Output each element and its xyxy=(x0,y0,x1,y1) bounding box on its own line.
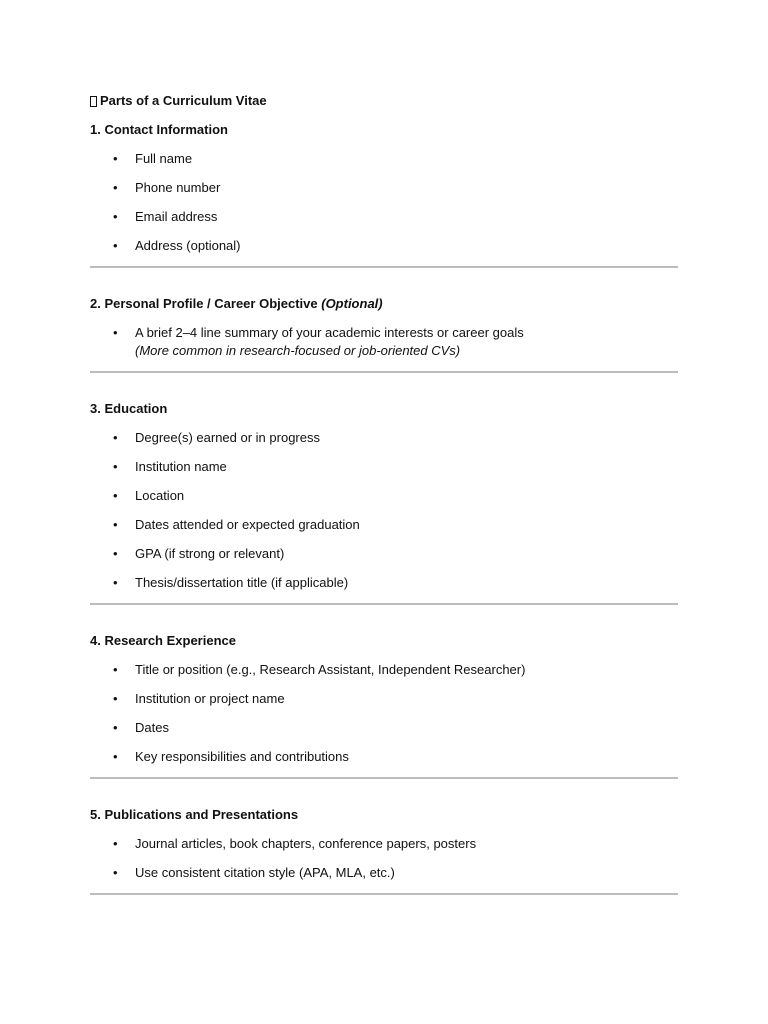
section-heading: 5. Publications and Presentations xyxy=(90,807,299,822)
bullet-icon: • xyxy=(113,662,118,677)
horizontal-rule xyxy=(90,777,678,779)
bullet-icon: • xyxy=(113,691,118,706)
list-item: • Institution name xyxy=(113,459,227,474)
bullet-icon: • xyxy=(113,546,118,561)
list-item: • Phone number xyxy=(113,180,221,195)
list-item: • A brief 2–4 line summary of your academic interests or career goals (More common in research-focused or job-oriented CVs) xyxy=(90,324,678,360)
document-title: Parts of a Curriculum Vitae xyxy=(100,93,267,108)
bullet-icon: • xyxy=(113,865,118,880)
bullet-list xyxy=(90,324,678,360)
section-heading: 4. Research Experience xyxy=(90,633,236,648)
list-item: • Use consistent citation style (APA, MLA, etc.) xyxy=(113,865,395,880)
bullet-icon: • xyxy=(113,749,118,764)
bullet-list xyxy=(90,835,678,882)
bullet-icon: • xyxy=(113,836,118,851)
section-contact-information xyxy=(90,121,678,255)
bullet-list xyxy=(90,429,678,592)
list-item: • Address (optional) xyxy=(113,238,241,253)
bullet-icon: • xyxy=(113,209,118,224)
list-item: • Location xyxy=(113,488,185,503)
list-item: • Key responsibilities and contributions xyxy=(113,749,349,764)
bullet-icon: • xyxy=(113,720,118,735)
bullet-icon: • xyxy=(113,575,118,590)
horizontal-rule xyxy=(90,266,678,268)
optional-label: (Optional) xyxy=(321,296,383,311)
document-page xyxy=(90,92,678,922)
missing-glyph-icon xyxy=(90,96,97,107)
bullet-icon: • xyxy=(113,180,118,195)
bullet-icon: • xyxy=(113,325,118,340)
bullet-icon: • xyxy=(113,238,118,253)
list-item: • Dates xyxy=(113,720,169,735)
list-item: • Institution or project name xyxy=(113,691,285,706)
bullet-list xyxy=(90,661,678,766)
section-publications xyxy=(90,806,678,882)
bullet-icon: • xyxy=(113,488,118,503)
list-item: • Dates attended or expected graduation xyxy=(113,517,360,532)
section-research-experience xyxy=(90,632,678,766)
list-item: • Thesis/dissertation title (if applicable) xyxy=(113,575,349,590)
document-title-row xyxy=(90,92,678,110)
horizontal-rule xyxy=(90,893,678,895)
section-heading: 2. Personal Profile / Career Objective (Optional) xyxy=(90,296,383,311)
list-item: • Journal articles, book chapters, conference papers, posters xyxy=(113,836,477,851)
list-item: • Full name xyxy=(113,151,193,166)
section-education xyxy=(90,400,678,592)
section-heading: 3. Education xyxy=(90,401,168,416)
horizontal-rule xyxy=(90,603,678,605)
bullet-icon: • xyxy=(113,517,118,532)
list-item: • Degree(s) earned or in progress xyxy=(113,430,320,445)
bullet-icon: • xyxy=(113,459,118,474)
list-item: • GPA (if strong or relevant) xyxy=(113,546,285,561)
horizontal-rule xyxy=(90,371,678,373)
item-note: (More common in research-focused or job-oriented CVs) xyxy=(135,343,461,358)
bullet-icon: • xyxy=(113,430,118,445)
bullet-list xyxy=(90,150,678,255)
section-personal-profile xyxy=(90,295,678,360)
list-item: • Title or position (e.g., Research Assistant, Independent Researcher) xyxy=(113,662,526,677)
bullet-icon: • xyxy=(113,151,118,166)
section-heading: 1. Contact Information xyxy=(90,122,228,137)
list-item: • Email address xyxy=(113,209,218,224)
